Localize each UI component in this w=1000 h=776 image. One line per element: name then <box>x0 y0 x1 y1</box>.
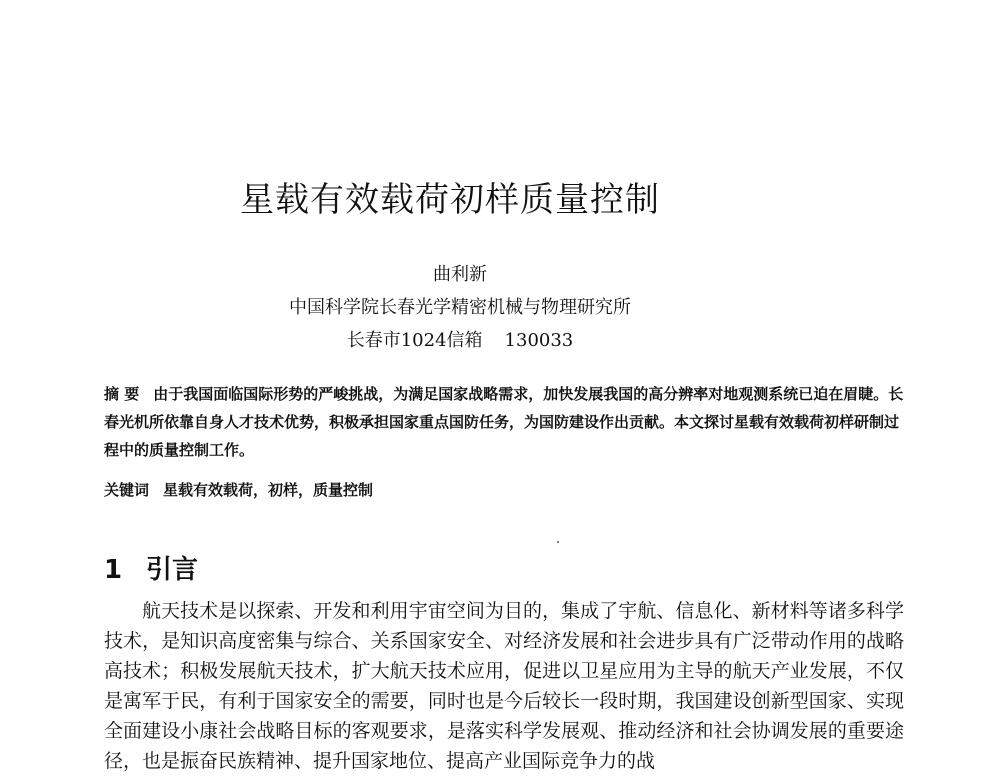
paper-title: 星载有效载荷初样质量控制 <box>240 180 660 220</box>
author-affiliation: 中国科学院长春光学精密机械与物理研究所 <box>289 297 631 318</box>
section-number: 1 <box>104 555 123 585</box>
postal-code: 130033 <box>504 330 574 351</box>
author-block <box>0 258 920 357</box>
keywords-text: 星载有效载荷，初样，质量控制 <box>163 481 374 499</box>
abstract <box>104 380 904 464</box>
keywords <box>104 476 904 504</box>
abstract-label: 摘 要 <box>104 385 140 403</box>
scan-speck <box>557 541 559 543</box>
abstract-text: 由于我国面临国际形势的严峻挑战，为满足国家战略需求，加快发展我国的高分辨率对地观测系统已迫在眉睫。长春光机所依靠自身人才技术优势，积极承担国家重点国防任务，为国防建设作出贡献。本文探讨星载有效载荷初样研制过程中的质量控制工作。 <box>104 385 904 459</box>
author-name: 曲利新 <box>433 264 487 285</box>
section-heading <box>104 549 198 586</box>
author-address: 长春市1024信箱 <box>346 330 483 351</box>
author-address-line <box>0 324 920 357</box>
section-title: 引言 <box>146 555 199 585</box>
keywords-label: 关键词 <box>104 481 150 499</box>
intro-paragraph: 航天技术是以探索、开发和利用宇宙空间为目的，集成了宇航、信息化、新材料等诸多科学技术，是知识高度密集与综合、关系国家安全、对经济发展和社会进步具有广泛带动作用的战略高技术；积极发展航天技术，扩大航天技术应用，促进以卫星应用为主导的航天产业发展，不仅是寓军于民，有利于国家安全的需要，同时也是今后较长一段时期，我国建设创新型国家、实现全面建设小康社会战略目标的客观要求，是落实科学发展观、推动经济和社会协调发展的重要途径，也是振奋民族精神、提升国家地位、提高产业国际竞争力的战 <box>104 600 904 772</box>
